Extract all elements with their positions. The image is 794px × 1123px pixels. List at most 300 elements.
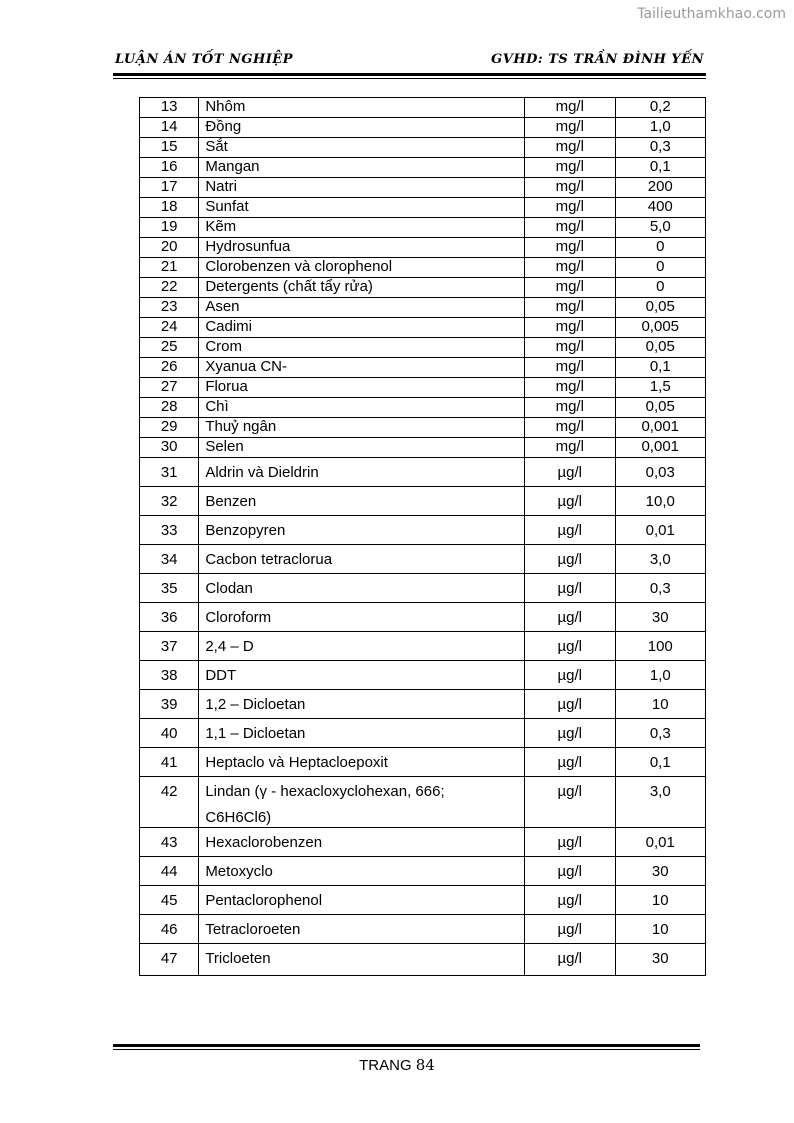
parameter-name: [199, 516, 525, 545]
page-label: TRANG: [359, 1057, 412, 1074]
row-number-text: 28: [160, 398, 178, 415]
table-row: [140, 198, 706, 218]
limit-value: [615, 198, 706, 218]
parameter-name-text: Benzopyren: [205, 522, 286, 539]
unit-text: mg/l: [555, 438, 584, 455]
row-number: [140, 238, 199, 258]
row-number-text: 47: [160, 950, 178, 967]
unit: [525, 574, 615, 603]
parameter-name: [199, 574, 525, 603]
unit-text: µg/l: [557, 464, 583, 481]
row-number: [140, 603, 199, 632]
limit-value: [615, 944, 706, 976]
table-row: [140, 298, 706, 318]
limit-value: [615, 632, 706, 661]
limit-value: [615, 574, 706, 603]
unit: [525, 458, 615, 487]
row-number-text: 27: [160, 378, 178, 395]
limit-value-text: 10,0: [645, 493, 675, 510]
table-row: [140, 777, 706, 828]
parameter-name-text: Benzen: [205, 493, 257, 510]
table-row: [140, 516, 706, 545]
parameter-name: [199, 98, 525, 118]
parameter-name: [199, 218, 525, 238]
limit-value: [615, 418, 706, 438]
unit: [525, 238, 615, 258]
limit-value-text: 0,005: [641, 318, 680, 335]
limit-value-text: 30: [651, 950, 669, 967]
unit-text: mg/l: [555, 138, 584, 155]
limit-value: [615, 828, 706, 857]
table-row: [140, 458, 706, 487]
row-number: [140, 358, 199, 378]
parameter-name-text: Mangan: [205, 158, 260, 175]
unit-text: mg/l: [555, 98, 584, 115]
page-footer: [0, 1056, 794, 1074]
table-row: [140, 218, 706, 238]
limit-value: [615, 118, 706, 138]
row-number-text: 25: [160, 338, 178, 355]
limit-value-text: 0,05: [645, 338, 675, 355]
table-row: [140, 238, 706, 258]
row-number-text: 38: [160, 667, 178, 684]
unit-text: mg/l: [555, 258, 584, 275]
parameter-name-text: Nhôm: [205, 98, 246, 115]
parameter-name-text: 1,2 – Dicloetan: [205, 696, 306, 713]
row-number: [140, 258, 199, 278]
unit: [525, 828, 615, 857]
row-number-text: 36: [160, 609, 178, 626]
unit-text: mg/l: [555, 318, 584, 335]
parameter-name-text: Cloroform: [205, 609, 272, 626]
table-row: [140, 886, 706, 915]
unit-text: µg/l: [557, 950, 583, 967]
row-number-text: 39: [160, 696, 178, 713]
row-number: [140, 632, 199, 661]
row-number-text: 31: [160, 464, 178, 481]
unit: [525, 378, 615, 398]
limit-value: [615, 238, 706, 258]
row-number-text: 26: [160, 358, 178, 375]
row-number-text: 44: [160, 863, 178, 880]
unit: [525, 118, 615, 138]
parameter-name: [199, 178, 525, 198]
unit: [525, 661, 615, 690]
limit-value: [615, 178, 706, 198]
row-number-text: 40: [160, 725, 178, 742]
unit: [525, 278, 615, 298]
limit-value: [615, 516, 706, 545]
parameter-name: [199, 748, 525, 777]
unit: [525, 158, 615, 178]
limit-value: [615, 487, 706, 516]
table-row: [140, 857, 706, 886]
parameter-name: [199, 458, 525, 487]
water-quality-table: [139, 97, 706, 976]
row-number: [140, 218, 199, 238]
footer-rule: [113, 1044, 700, 1047]
row-number-text: 37: [160, 638, 178, 655]
row-number: [140, 828, 199, 857]
parameter-name: [199, 198, 525, 218]
parameter-name-text: Aldrin và Dieldrin: [205, 464, 319, 481]
parameter-name-text: Chì: [205, 398, 229, 415]
row-number-text: 24: [160, 318, 178, 335]
limit-value-text: 0: [656, 258, 665, 275]
row-number-text: 22: [160, 278, 178, 295]
row-number: [140, 158, 199, 178]
table-row: [140, 278, 706, 298]
limit-value: [615, 98, 706, 118]
limit-value: [615, 458, 706, 487]
unit: [525, 603, 615, 632]
table-row: [140, 828, 706, 857]
row-number: [140, 748, 199, 777]
parameter-name-text: Thuỷ ngân: [205, 418, 277, 435]
row-number: [140, 857, 199, 886]
parameter-name: [199, 886, 525, 915]
parameter-name: [199, 378, 525, 398]
unit: [525, 338, 615, 358]
limit-value-text: 10: [651, 921, 669, 938]
row-number-text: 18: [160, 198, 178, 215]
unit: [525, 777, 615, 828]
limit-value: [615, 603, 706, 632]
limit-value-text: 0,1: [649, 158, 671, 175]
parameter-name-text: Heptaclo và Heptacloepoxit: [205, 754, 388, 771]
limit-value-text: 400: [647, 198, 673, 215]
unit-text: µg/l: [557, 892, 583, 909]
parameter-name: [199, 258, 525, 278]
parameter-name: [199, 487, 525, 516]
limit-value-text: 10: [651, 696, 669, 713]
limit-value-text: 0,1: [649, 754, 671, 771]
unit: [525, 886, 615, 915]
unit: [525, 438, 615, 458]
row-number: [140, 118, 199, 138]
limit-value-text: 100: [647, 638, 673, 655]
parameter-name: [199, 915, 525, 944]
row-number: [140, 545, 199, 574]
row-number-text: 32: [160, 493, 178, 510]
parameter-name-text: Crom: [205, 338, 242, 355]
parameter-name-text: Natri: [205, 178, 237, 195]
parameter-name: [199, 358, 525, 378]
unit-text: µg/l: [557, 638, 583, 655]
table-row: [140, 915, 706, 944]
limit-value: [615, 358, 706, 378]
parameter-name: [199, 632, 525, 661]
unit-text: µg/l: [557, 667, 583, 684]
table-row: [140, 632, 706, 661]
unit: [525, 516, 615, 545]
unit: [525, 944, 615, 976]
limit-value: [615, 690, 706, 719]
table-row: [140, 944, 706, 976]
parameter-name-text: Detergents (chất tẩy rửa): [205, 278, 373, 295]
row-number-text: 20: [160, 238, 178, 255]
table-row: [140, 603, 706, 632]
row-number: [140, 516, 199, 545]
unit: [525, 545, 615, 574]
unit-text: mg/l: [555, 198, 584, 215]
parameter-name-text: Đồng: [205, 118, 242, 135]
parameter-name: [199, 118, 525, 138]
row-number-text: 16: [160, 158, 178, 175]
table-row: [140, 318, 706, 338]
table-row: [140, 178, 706, 198]
limit-value-text: 200: [647, 178, 673, 195]
table-row: [140, 748, 706, 777]
table-row: [140, 378, 706, 398]
parameter-name-text: Clodan: [205, 580, 253, 597]
unit: [525, 198, 615, 218]
unit-text: µg/l: [557, 522, 583, 539]
parameter-name-text: Asen: [205, 298, 240, 315]
table-row: [140, 487, 706, 516]
parameter-name-text: 1,1 – Dicloetan: [205, 725, 306, 742]
unit-text: µg/l: [557, 609, 583, 626]
unit-text: µg/l: [557, 580, 583, 597]
limit-value-text: 1,0: [649, 118, 671, 135]
unit-text: µg/l: [557, 725, 583, 742]
parameter-name: [199, 603, 525, 632]
parameter-name-text: Lindan (γ - hexacloxyclohexan, 666;: [205, 783, 445, 800]
parameter-name: [199, 690, 525, 719]
table-row: [140, 258, 706, 278]
limit-value-text: 10: [651, 892, 669, 909]
row-number: [140, 278, 199, 298]
unit: [525, 138, 615, 158]
unit-text: mg/l: [555, 298, 584, 315]
row-number: [140, 458, 199, 487]
limit-value: [615, 719, 706, 748]
unit: [525, 915, 615, 944]
unit: [525, 298, 615, 318]
parameter-name: [199, 278, 525, 298]
unit-text: µg/l: [557, 783, 583, 800]
limit-value: [615, 398, 706, 418]
row-number: [140, 574, 199, 603]
row-number-text: 34: [160, 551, 178, 568]
parameter-name: [199, 944, 525, 976]
row-number-text: 43: [160, 834, 178, 851]
row-number: [140, 98, 199, 118]
parameter-name-text: Sắt: [205, 138, 228, 155]
limit-value-text: 0,3: [649, 580, 671, 597]
table-row: [140, 418, 706, 438]
row-number-text: 41: [160, 754, 178, 771]
row-number: [140, 178, 199, 198]
footer-rule-thin: [113, 1049, 700, 1050]
limit-value: [615, 298, 706, 318]
parameter-name: [199, 158, 525, 178]
parameter-name-text: Tricloeten: [205, 950, 271, 967]
parameter-name: [199, 318, 525, 338]
table-row: [140, 138, 706, 158]
unit: [525, 358, 615, 378]
row-number: [140, 378, 199, 398]
row-number: [140, 398, 199, 418]
row-number: [140, 661, 199, 690]
unit-text: µg/l: [557, 754, 583, 771]
header-thesis-title: LUẬN ÁN TỐT NGHIỆP: [115, 52, 293, 67]
parameter-name-text: Hydrosunfua: [205, 238, 291, 255]
limit-value: [615, 258, 706, 278]
limit-value-text: 1,5: [649, 378, 671, 395]
limit-value: [615, 378, 706, 398]
unit-text: mg/l: [555, 158, 584, 175]
limit-value-text: 3,0: [649, 783, 671, 800]
unit-text: µg/l: [557, 921, 583, 938]
table-row: [140, 158, 706, 178]
unit: [525, 857, 615, 886]
unit: [525, 98, 615, 118]
limit-value: [615, 915, 706, 944]
unit-text: µg/l: [557, 696, 583, 713]
parameter-name-text: Xyanua CN-: [205, 358, 288, 375]
table-row: [140, 574, 706, 603]
parameter-name-text: Cacbon tetraclorua: [205, 551, 333, 568]
limit-value-text: 0,2: [649, 98, 671, 115]
parameter-name: [199, 338, 525, 358]
unit-text: µg/l: [557, 834, 583, 851]
table-row: [140, 338, 706, 358]
parameter-formula-text: C6H6Cl6): [205, 809, 272, 826]
limit-value-text: 0,3: [649, 725, 671, 742]
unit-text: mg/l: [555, 178, 584, 195]
limit-value-text: 0,3: [649, 138, 671, 155]
parameter-name-text: DDT: [205, 667, 237, 684]
parameter-name: [199, 298, 525, 318]
row-number: [140, 777, 199, 828]
row-number: [140, 338, 199, 358]
unit-text: mg/l: [555, 358, 584, 375]
limit-value: [615, 748, 706, 777]
row-number-text: 42: [160, 783, 178, 800]
parameter-name: [199, 828, 525, 857]
unit: [525, 632, 615, 661]
parameter-name-text: Sunfat: [205, 198, 249, 215]
parameter-name-text: Clorobenzen và clorophenol: [205, 258, 393, 275]
parameter-name-text: Florua: [205, 378, 248, 395]
parameter-name-text: Kẽm: [205, 218, 237, 235]
unit: [525, 487, 615, 516]
row-number-text: 14: [160, 118, 178, 135]
table-row: [140, 98, 706, 118]
row-number-text: 15: [160, 138, 178, 155]
parameter-name-text: Selen: [205, 438, 244, 455]
parameter-name: [199, 857, 525, 886]
unit: [525, 178, 615, 198]
row-number: [140, 418, 199, 438]
parameter-name: [199, 719, 525, 748]
limit-value-text: 0,001: [641, 438, 680, 455]
parameter-name-text: Cadimi: [205, 318, 252, 335]
limit-value-text: 0,03: [645, 464, 675, 481]
row-number-text: 21: [160, 258, 178, 275]
limit-value: [615, 338, 706, 358]
limit-value-text: 0: [656, 278, 665, 295]
row-number-text: 35: [160, 580, 178, 597]
parameter-name-text: Metoxyclo: [205, 863, 273, 880]
unit-text: mg/l: [555, 338, 584, 355]
row-number: [140, 138, 199, 158]
row-number: [140, 318, 199, 338]
parameter-name-text: Hexaclorobenzen: [205, 834, 323, 851]
parameter-name: [199, 418, 525, 438]
limit-value-text: 0,01: [645, 522, 675, 539]
unit-text: mg/l: [555, 398, 584, 415]
page-number: 84: [415, 1056, 435, 1074]
row-number-text: 23: [160, 298, 178, 315]
unit: [525, 418, 615, 438]
table-row: [140, 398, 706, 418]
unit: [525, 690, 615, 719]
unit-text: mg/l: [555, 238, 584, 255]
limit-value-text: 1,0: [649, 667, 671, 684]
unit-text: µg/l: [557, 551, 583, 568]
row-number: [140, 298, 199, 318]
parameter-name: [199, 398, 525, 418]
parameter-name: [199, 138, 525, 158]
limit-value-text: 0,001: [641, 418, 680, 435]
table-row: [140, 438, 706, 458]
table-row: [140, 719, 706, 748]
limit-value-text: 30: [651, 863, 669, 880]
row-number-text: 19: [160, 218, 178, 235]
parameter-name: [199, 777, 525, 828]
unit: [525, 258, 615, 278]
limit-value: [615, 318, 706, 338]
limit-value: [615, 158, 706, 178]
table-row: [140, 118, 706, 138]
parameter-name: [199, 438, 525, 458]
unit: [525, 218, 615, 238]
limit-value: [615, 857, 706, 886]
header-rule-thin: [113, 78, 706, 79]
parameter-name-text: 2,4 – D: [205, 638, 254, 655]
limit-value-text: 0,1: [649, 358, 671, 375]
parameter-name-text: Pentaclorophenol: [205, 892, 323, 909]
limit-value: [615, 138, 706, 158]
limit-value-text: 0: [656, 238, 665, 255]
table-row: [140, 358, 706, 378]
parameter-name: [199, 238, 525, 258]
row-number-text: 29: [160, 418, 178, 435]
limit-value: [615, 545, 706, 574]
limit-value-text: 5,0: [649, 218, 671, 235]
table-row: [140, 690, 706, 719]
limit-value-text: 3,0: [649, 551, 671, 568]
limit-value: [615, 218, 706, 238]
row-number: [140, 487, 199, 516]
parameter-name: [199, 545, 525, 574]
row-number-text: 33: [160, 522, 178, 539]
row-number-text: 17: [160, 178, 178, 195]
unit-text: mg/l: [555, 218, 584, 235]
unit-text: µg/l: [557, 863, 583, 880]
row-number: [140, 198, 199, 218]
limit-value: [615, 661, 706, 690]
limit-value: [615, 438, 706, 458]
limit-value-text: 30: [651, 609, 669, 626]
unit: [525, 719, 615, 748]
limit-value: [615, 777, 706, 828]
unit: [525, 318, 615, 338]
unit-text: mg/l: [555, 378, 584, 395]
unit-text: µg/l: [557, 493, 583, 510]
